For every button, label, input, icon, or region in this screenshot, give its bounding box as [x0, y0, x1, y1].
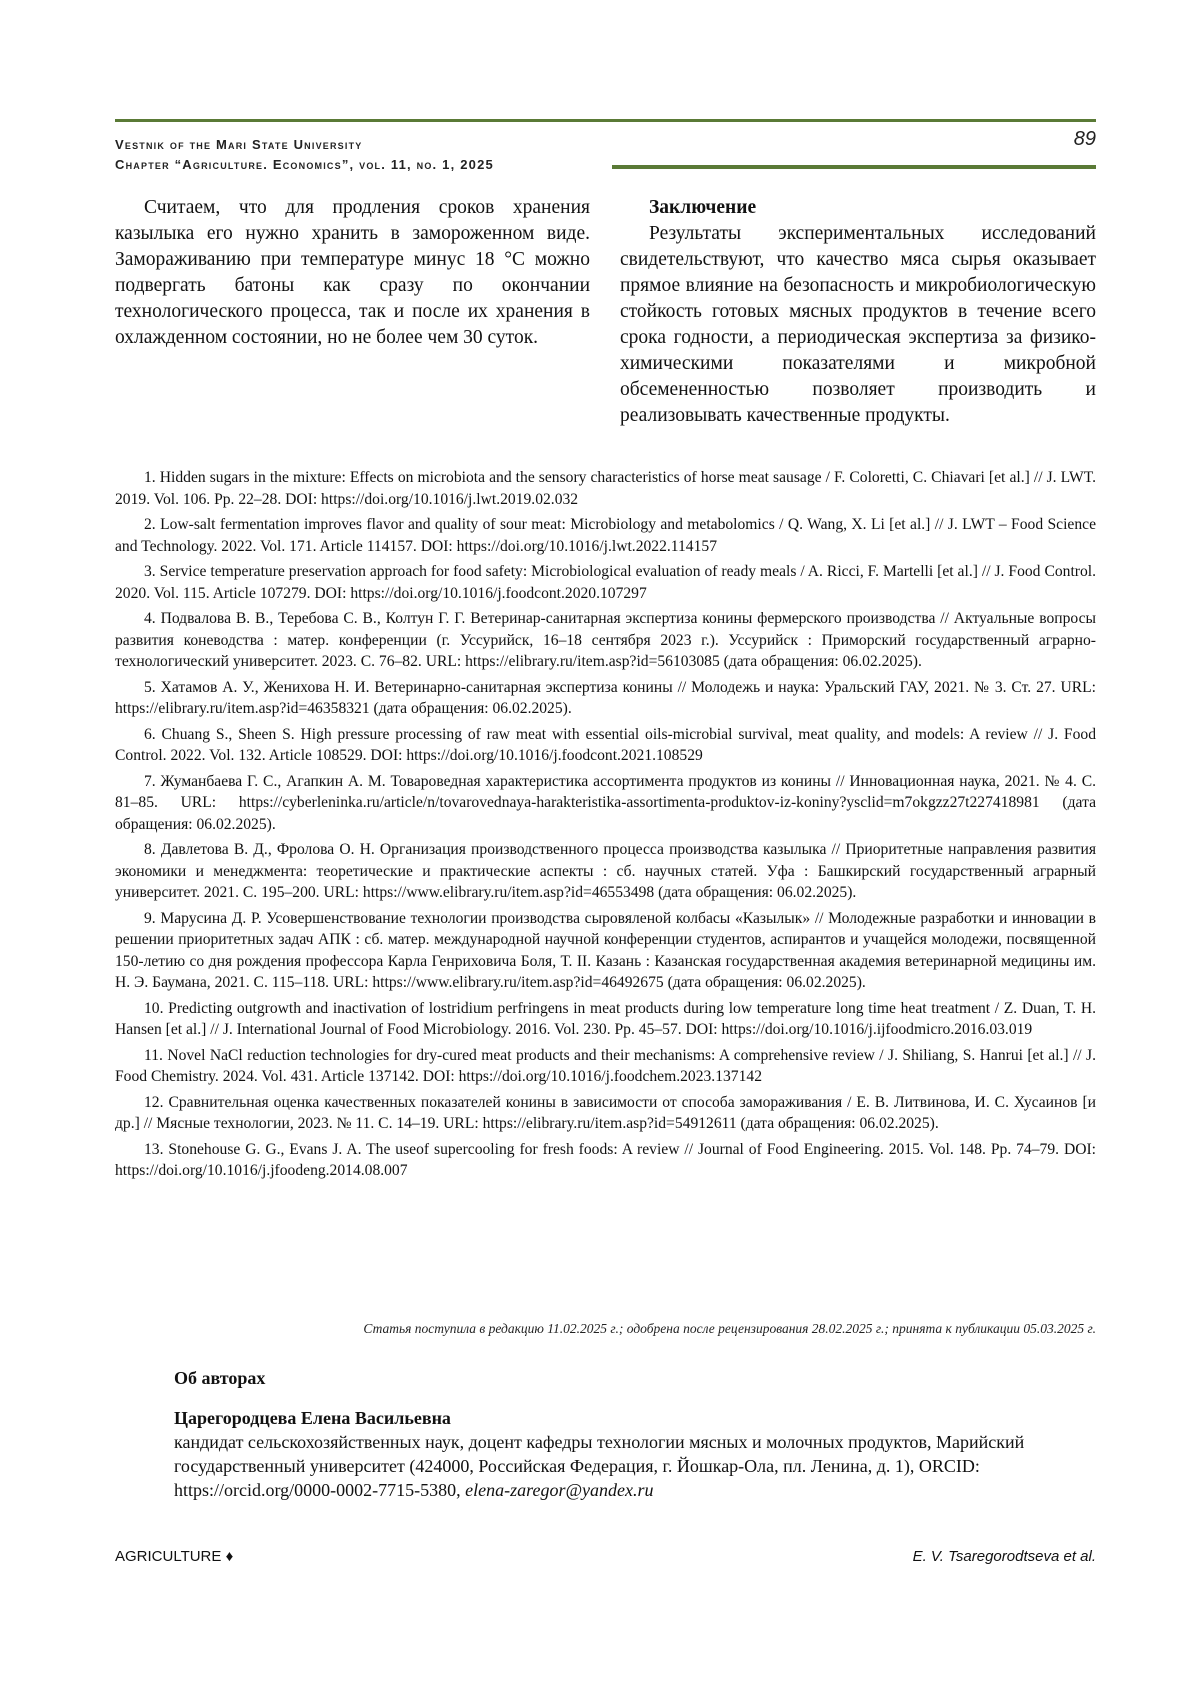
author-bio-text: кандидат сельскохозяйственных наук, доцент кафедры технологии мясных и молочных продуктов, Марийский государственный университет (424000, Российская Федерация, г. Йошкар-Ола, пл. Ленина, д. 1), ORCID: https://orcid.org/0000-0002-7715-5380,: [174, 1432, 1025, 1500]
footer-section: AGRICULTURE ♦: [115, 1548, 234, 1565]
reference-item: 11. Novel NaCl reduction technologies for dry-cured meat products and their mechanisms: A comprehensive review / J. Shiliang, S. Hanrui [et al.] // J. Food Chemistry. 2024. Vol. 431. Article 137142. DOI: https://doi.org/10.1016/j.foodchem.2023.137142: [115, 1046, 1096, 1085]
journal-chapter: Chapter “Agriculture. Economics”, vol. 11, no. 1, 2025: [115, 157, 494, 172]
authors-heading: Об авторах: [174, 1368, 266, 1388]
body-right-column: [620, 195, 1096, 429]
reference-item: 4. Подвалова В. В., Теребова С. В., Колтун Г. Г. Ветеринар-санитарная экспертиза конины фермерского производства // Актуальные вопросы развития коневодства : матер. конференции (г. Уссурийск, 16–18 сентября 2023 г.). Уссурийск : Приморский государственный аграрно-технологический университет. 2023. С. 76–82. URL: https://elibrary.ru/item.asp?id=56103085 (дата обращения: 06.02.2025).: [115, 610, 1096, 670]
reference-item: 6. Chuang S., Sheen S. High pressure processing of raw meat with essential oils-microbial survival, meat quality, and models: A review // J. Food Control. 2022. Vol. 132. Article 108529. DOI: https://doi.org/10.1016/j.foodcont.2021.108529: [115, 725, 1096, 764]
body-paragraph: Считаем, что для продления сроков хранения казылыка его нужно хранить в замороженном виде. Замораживанию при температуре минус 18 °С можно подвергать батоны как сразу по окончании технологического процесса, так и после их хранения в охлажденном состоянии, но не более чем 30 суток.: [115, 197, 590, 348]
author-bio: [174, 1430, 1054, 1502]
reference-item: 3. Service temperature preservation approach for food safety: Microbiological evaluation of ready meals / A. Ricci, F. Martelli [et al.] // J. Food Control. 2020. Vol. 115. Article 107279. DOI: https://doi.org/10.1016/j.foodcont.2020.107297: [115, 563, 1096, 602]
article-dates: Статья поступила в редакцию 11.02.2025 г.; одобрена после рецензирования 28.02.2025 г.; принята к публикации 05.03.2025 г.: [363, 1321, 1096, 1336]
reference-item: 8. Давлетова В. Д., Фролова О. Н. Организация производственного процесса производства казылыка // Приоритетные направления развития экономики и менеджмента: теоретические и практические аспекты : сб. научных статей. Уфа : Башкирский государственный аграрный университет. 2021. С. 195–200. URL: https://www.elibrary.ru/item.asp?id=46553498 (дата обращения: 06.02.2025).: [115, 841, 1096, 901]
authors-section: [174, 1366, 1054, 1502]
header-chapter-rule: [612, 165, 1096, 169]
conclusion-paragraph: Результаты экспериментальных исследований свидетельствуют, что качество мяса сырья оказывает прямое влияние на безопасность и микробиологическую стойкость готовых мясных продуктов в течение всего срока годности, а периодическая экспертиза за физико-химическими показателями и микробной обсемененностью позволяет производить и реализовывать качественные продукты.: [620, 223, 1096, 426]
reference-item: 7. Жуманбаева Г. С., Агапкин А. М. Товароведная характеристика ассортимента продуктов из конины // Инновационная наука, 2021. № 4. С. 81–85. URL: https://cyberleninka.ru/article/n/tovarovednaya-harakteristika-assortimenta-produktov-iz-koniny?ysclid=m7okgzz27t227418981 (дата обращения: 06.02.2025).: [115, 772, 1096, 833]
reference-item: 12. Сравнительная оценка качественных показателей конины в зависимости от способа замораживания / Е. В. Литвинова, И. С. Хусаинов [и др.] // Мясные технологии, 2023. № 11. С. 14–19. URL: https://elibrary.ru/item.asp?id=54912611 (дата обращения: 06.02.2025).: [115, 1093, 1096, 1132]
footer-authors: E. V. Tsaregorodtseva et al.: [912, 1548, 1096, 1565]
references-list: [115, 467, 1096, 1186]
reference-item: 10. Predicting outgrowth and inactivation of lostridium perfringens in meat products during low temperature long time heat treatment / Z. Duan, T. H. Hansen [et al.] // J. International Journal of Food Microbiology. 2016. Vol. 230. Pp. 45–57. DOI: https://doi.org/10.1016/j.ijfoodmicro.2016.03.019: [115, 999, 1096, 1038]
reference-item: 13. Stonehouse G. G., Evans J. A. The useof supercooling for fresh foods: A review // Journal of Food Engineering. 2015. Vol. 148. Pp. 74–79. DOI: https://doi.org/10.1016/j.jfoodeng.2014.08.007: [115, 1140, 1096, 1179]
author-name: Царегородцева Елена Васильевна: [174, 1408, 451, 1428]
body-left-column: [115, 195, 590, 351]
reference-item: 9. Марусина Д. Р. Усовершенствование технологии производства сыровяленой колбасы «Казылык» // Молодежные разработки и инновации в решении приоритетных задач АПК : сб. матер. международной научной конференции студентов, аспирантов и учащейся молодежи, посвященной 150-летию со дня рождения профессора Карла Генриховича Боля, Т. II. Казань : Казанская государственная академия ветеринарной медицины им. Н. Э. Баумана, 2021. С. 115–118. URL: https://www.elibrary.ru/item.asp?id=46492675 (дата обращения: 06.02.2025).: [115, 909, 1096, 991]
reference-item: 5. Хатамов А. У., Женихова Н. И. Ветеринарно-санитарная экспертиза конины // Молодежь и наука: Уральский ГАУ, 2021. № 3. Ст. 27. URL: https://elibrary.ru/item.asp?id=46358321 (дата обращения: 06.02.2025).: [115, 678, 1096, 717]
conclusion-heading: Заключение: [649, 197, 757, 218]
author-email: elena-zaregor@yandex.ru: [465, 1480, 654, 1500]
reference-item: 1. Hidden sugars in the mixture: Effects on microbiota and the sensory characteristics of horse meat sausage / F. Coloretti, C. Chiavari [et al.] // J. LWT. 2019. Vol. 106. Pp. 22–28. DOI: https://doi.org/10.1016/j.lwt.2019.02.032: [115, 469, 1096, 508]
page-number: 89: [1073, 128, 1096, 150]
header-top-rule: [115, 119, 1096, 122]
reference-item: 2. Low-salt fermentation improves flavor and quality of sour meat: Microbiology and metabolomics / Q. Wang, X. Li [et al.] // J. LWT – Food Science and Technology. 2022. Vol. 171. Article 114157. DOI: https://doi.org/10.1016/j.lwt.2022.114157: [115, 516, 1096, 555]
journal-title: Vestnik of the Mari State University: [115, 137, 363, 152]
